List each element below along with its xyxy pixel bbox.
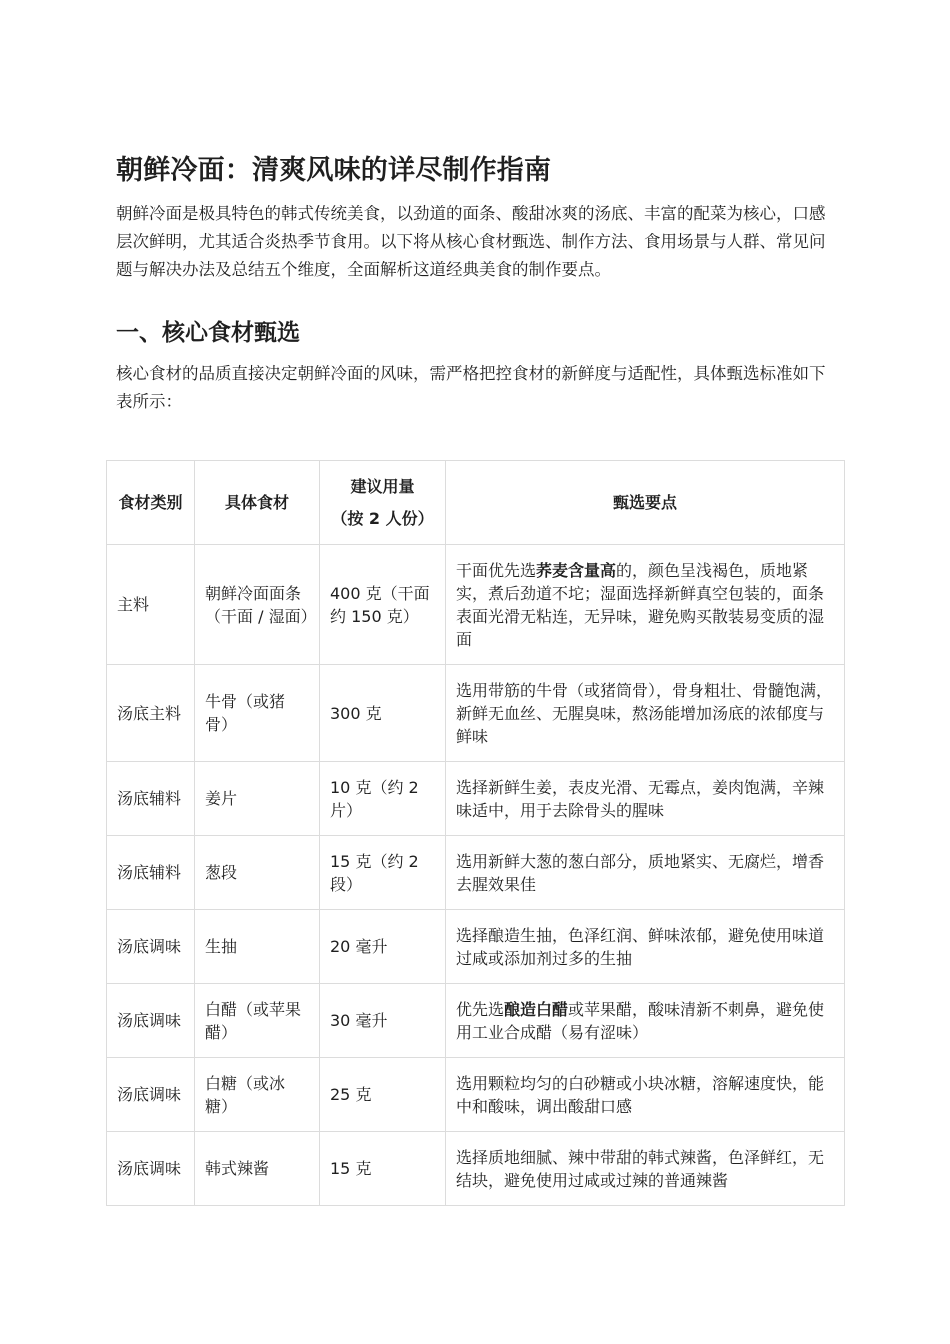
cell-tips	[446, 665, 845, 762]
cell-category: 主料	[107, 545, 195, 665]
cell-tips	[446, 1132, 845, 1206]
tips-text: 选用颗粒均匀的白砂糖或小块冰糖，溶解速度快，能中和酸味，调出酸甜口感	[456, 1073, 825, 1116]
tips-text: 选用带筋的牛骨（或猪筒骨），骨身粗壮、骨髓饱满，新鲜无血丝、无腥臭味，熬汤能增加汤底的浓郁度与鲜味	[456, 680, 833, 746]
cell-category: 汤底辅料	[107, 836, 195, 910]
tips-highlight: 荞麦含量高	[536, 560, 617, 580]
cell-quantity: 30 毫升	[320, 984, 446, 1058]
table-row	[107, 762, 845, 836]
tips-text: 干面优先选	[456, 560, 537, 580]
cell-category: 汤底调味	[107, 984, 195, 1058]
cell-quantity: 400 克（干面约 150 克）	[320, 545, 446, 665]
table-row	[107, 1058, 845, 1132]
cell-item: 白醋（或苹果醋）	[195, 984, 320, 1058]
cell-tips	[446, 910, 845, 984]
section-heading-ingredients: 一、核心食材甄选	[116, 320, 300, 346]
tips-highlight: 酿造白醋	[504, 999, 569, 1019]
cell-tips	[446, 984, 845, 1058]
ingredients-table	[106, 460, 845, 1206]
cell-quantity: 25 克	[320, 1058, 446, 1132]
cell-category: 汤底调味	[107, 1058, 195, 1132]
page-title: 朝鲜冷面：清爽风味的详尽制作指南	[116, 155, 552, 186]
cell-quantity: 15 克	[320, 1132, 446, 1206]
cell-item: 韩式辣酱	[195, 1132, 320, 1206]
table-row	[107, 836, 845, 910]
cell-item: 牛骨（或猪骨）	[195, 665, 320, 762]
header-quantity	[320, 461, 446, 545]
header-tips: 甄选要点	[446, 461, 845, 545]
cell-quantity: 20 毫升	[320, 910, 446, 984]
cell-category: 汤底调味	[107, 1132, 195, 1206]
cell-item: 白糖（或冰糖）	[195, 1058, 320, 1132]
cell-item: 葱段	[195, 836, 320, 910]
header-quantity-sub: （按 2 人份）	[331, 508, 434, 528]
section-intro-paragraph: 核心食材的品质直接决定朝鲜冷面的风味，需严格把控食材的新鲜度与适配性，具体甄选标准如下表所示：	[116, 364, 826, 411]
tips-text: 选择酿造生抽，色泽红润、鲜味浓郁，避免使用味道过咸或添加剂过多的生抽	[456, 925, 825, 968]
cell-quantity: 15 克（约 2 段）	[320, 836, 446, 910]
tips-text: 选择新鲜生姜，表皮光滑、无霉点，姜肉饱满，辛辣味适中，用于去除骨头的腥味	[456, 777, 825, 820]
cell-tips	[446, 836, 845, 910]
tips-text: 或苹果醋，酸味清新不刺鼻，避免使用工业合成醋（易有涩味）	[456, 999, 825, 1042]
table-row	[107, 910, 845, 984]
header-category: 食材类别	[107, 461, 195, 545]
cell-category: 汤底调味	[107, 910, 195, 984]
intro-paragraph: 朝鲜冷面是极具特色的韩式传统美食，以劲道的面条、酸甜冰爽的汤底、丰富的配菜为核心，口感层次鲜明，尤其适合炎热季节食用。以下将从核心食材甄选、制作方法、食用场景与人群、常见问题与解决办法及总结五个维度，全面解析这道经典美食的制作要点。	[116, 204, 826, 279]
table-row	[107, 1132, 845, 1206]
cell-tips	[446, 545, 845, 665]
cell-tips	[446, 1058, 845, 1132]
cell-item: 朝鲜冷面面条（干面 / 湿面）	[195, 545, 320, 665]
cell-quantity: 300 克	[320, 665, 446, 762]
table-row	[107, 984, 845, 1058]
cell-item: 姜片	[195, 762, 320, 836]
cell-quantity: 10 克（约 2 片）	[320, 762, 446, 836]
tips-text: 选用新鲜大葱的葱白部分，质地紧实、无腐烂，增香去腥效果佳	[456, 851, 825, 894]
tips-text: 选择质地细腻、辣中带甜的韩式辣酱，色泽鲜红，无结块，避免使用过咸或过辣的普通辣酱	[456, 1147, 825, 1190]
table-row	[107, 545, 845, 665]
table-row	[107, 665, 845, 762]
header-quantity-main: 建议用量	[350, 476, 415, 496]
cell-item: 生抽	[195, 910, 320, 984]
tips-text: 优先选	[456, 999, 505, 1019]
header-item: 具体食材	[195, 461, 320, 545]
cell-category: 汤底辅料	[107, 762, 195, 836]
table-header-row	[107, 461, 845, 545]
tips-text: 的，颜色呈浅褐色，质地紧实，煮后劲道不坨；湿面选择新鲜真空包装的，面条表面光滑无粘连，无异味，避免购买散装易变质的湿面	[456, 560, 825, 649]
cell-tips	[446, 762, 845, 836]
cell-category: 汤底主料	[107, 665, 195, 762]
